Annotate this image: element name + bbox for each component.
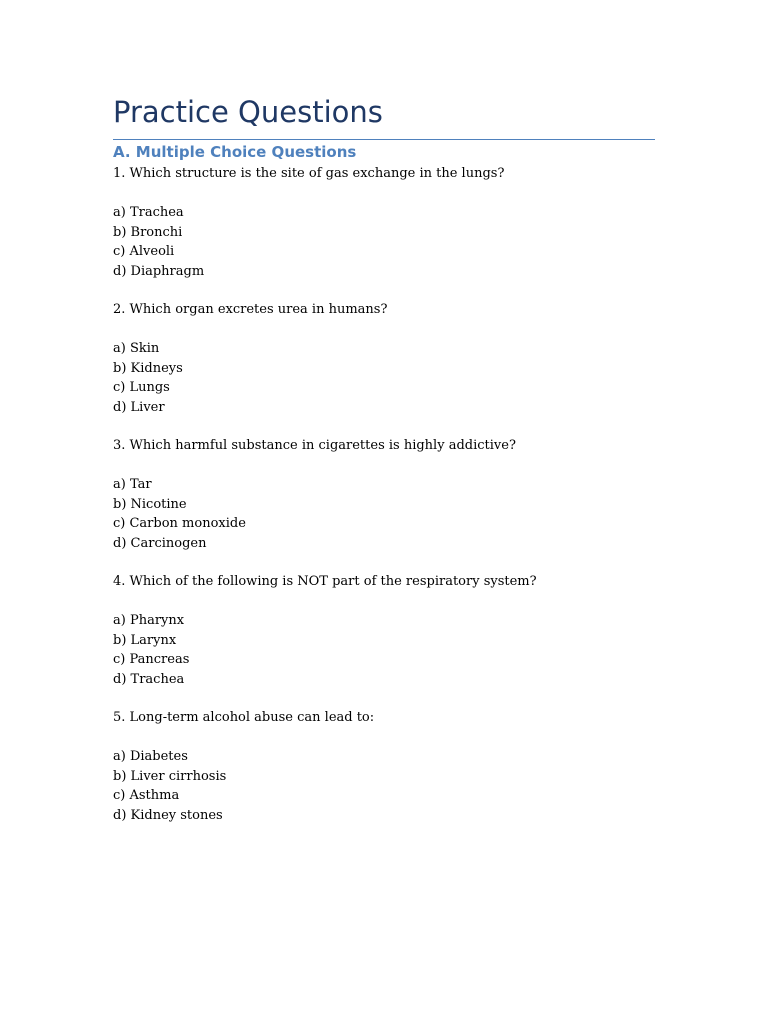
answer-option: c) Alveoli bbox=[113, 244, 175, 259]
question-text: 1. Which structure is the site of gas exchange in the lungs? bbox=[113, 166, 505, 181]
answer-option: c) Lungs bbox=[113, 380, 170, 395]
spacer bbox=[113, 184, 655, 204]
answer-option: d) Carcinogen bbox=[113, 535, 207, 551]
spacer bbox=[113, 592, 655, 612]
answer-option: a) Diabetes bbox=[113, 749, 188, 764]
answer-option: b) Larynx bbox=[113, 632, 177, 648]
question-block bbox=[113, 300, 655, 436]
question-text: 3. Which harmful substance in cigarettes is highly addictive? bbox=[113, 438, 516, 453]
question-block bbox=[113, 572, 655, 708]
answer-option: b) Kidneys bbox=[113, 360, 183, 376]
answer-option: b) Nicotine bbox=[113, 496, 187, 512]
answer-option: d) Diaphragm bbox=[113, 263, 205, 279]
question-text: 2. Which organ excretes urea in humans? bbox=[113, 302, 388, 317]
question-block bbox=[113, 436, 655, 572]
spacer bbox=[113, 728, 655, 748]
answer-option: c) Carbon monoxide bbox=[113, 516, 246, 531]
page-title: Practice Questions bbox=[113, 95, 383, 129]
question-block bbox=[113, 708, 655, 844]
answer-option: d) Trachea bbox=[113, 671, 185, 687]
answer-option: c) Asthma bbox=[113, 788, 180, 803]
answer-option: a) Pharynx bbox=[113, 613, 185, 628]
answer-option: a) Tar bbox=[113, 477, 152, 492]
question-text: 5. Long-term alcohol abuse can lead to: bbox=[113, 710, 375, 725]
section-heading: A. Multiple Choice Questions bbox=[113, 143, 357, 161]
answer-option: d) Liver bbox=[113, 399, 165, 415]
title-divider bbox=[113, 139, 655, 140]
spacer bbox=[113, 456, 655, 476]
spacer bbox=[113, 320, 655, 340]
answer-option: c) Pancreas bbox=[113, 652, 190, 667]
answer-option: a) Trachea bbox=[113, 205, 184, 220]
question-text: 4. Which of the following is NOT part of the respiratory system? bbox=[113, 574, 537, 589]
question-list bbox=[113, 164, 655, 844]
question-block bbox=[113, 164, 655, 300]
answer-option: b) Liver cirrhosis bbox=[113, 768, 227, 784]
answer-option: d) Kidney stones bbox=[113, 807, 223, 823]
answer-option: a) Skin bbox=[113, 341, 160, 356]
answer-option: b) Bronchi bbox=[113, 224, 183, 240]
